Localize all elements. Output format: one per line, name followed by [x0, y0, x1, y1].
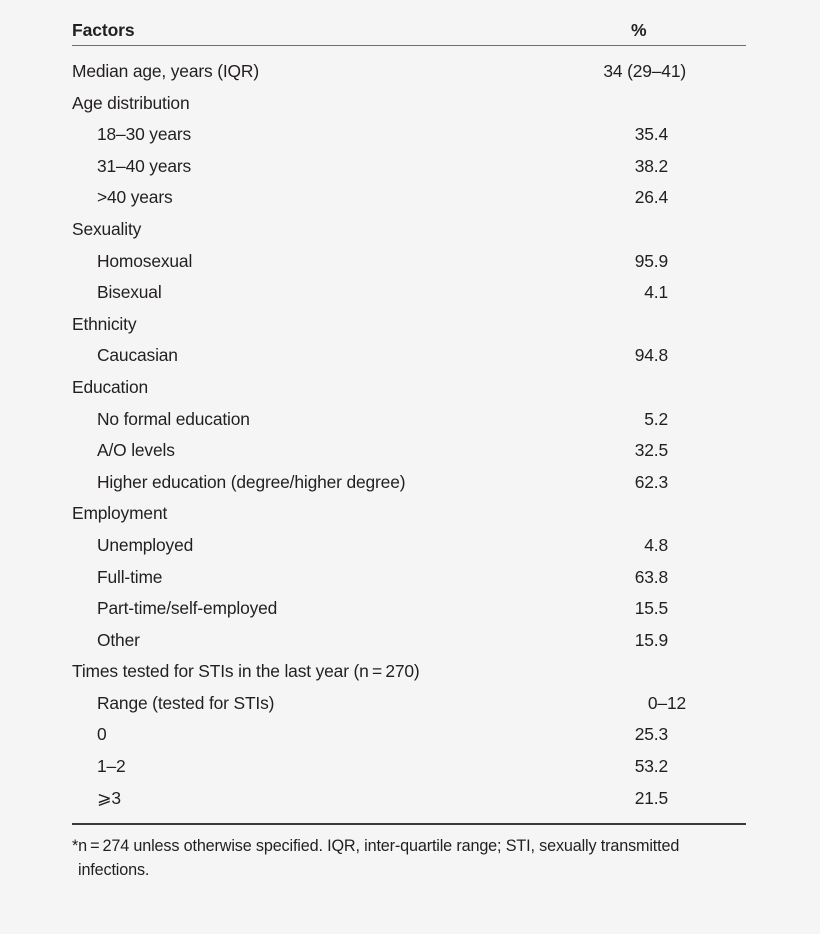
column-header-percent: % — [631, 20, 647, 40]
table-row — [72, 309, 746, 341]
row-label: >40 years — [97, 187, 173, 208]
row-label: Sexuality — [72, 218, 142, 239]
table-row — [72, 719, 746, 751]
table-body — [72, 46, 746, 823]
row-label: 1–2 — [97, 756, 126, 777]
table-row — [72, 56, 746, 88]
row-value: 4.8 — [644, 534, 668, 555]
table-row — [72, 498, 746, 530]
row-label: Unemployed — [97, 534, 194, 555]
row-value: 15.9 — [634, 629, 668, 650]
row-label: Times tested for STIs in the last year (n = 270) — [72, 661, 420, 682]
table-row — [72, 625, 746, 657]
table-row — [72, 277, 746, 309]
row-value: 62.3 — [634, 471, 668, 492]
table-row — [72, 182, 746, 214]
row-label: No formal education — [97, 408, 250, 429]
row-label: Education — [72, 376, 148, 397]
row-value: 63.8 — [634, 566, 668, 587]
row-label: ⩾3 — [97, 787, 121, 808]
table-row — [72, 562, 746, 594]
table-row — [72, 467, 746, 499]
table-row — [72, 593, 746, 625]
table-row — [72, 119, 746, 151]
row-value: 0–12 — [647, 692, 686, 713]
row-value: 53.2 — [634, 756, 668, 777]
table-row — [72, 435, 746, 467]
footnote-text: *n = 274 unless otherwise specified. IQR, inter-quartile range; STI, sexually transmitted infections. — [72, 837, 680, 880]
row-label: Employment — [72, 503, 168, 524]
table-row — [72, 404, 746, 436]
table-row — [72, 151, 746, 183]
table-row — [72, 372, 746, 404]
table-footnote — [72, 825, 748, 882]
table-row — [72, 530, 746, 562]
row-label: 0 — [97, 724, 107, 745]
table-row — [72, 88, 746, 120]
row-label: Part-time/self-employed — [97, 598, 278, 619]
row-label: Full-time — [97, 566, 163, 587]
table-header-row — [72, 0, 746, 45]
row-label: Caucasian — [97, 345, 178, 366]
row-label: Ethnicity — [72, 313, 137, 334]
row-value: 35.4 — [634, 124, 668, 145]
row-value: 26.4 — [634, 187, 668, 208]
row-label: Homosexual — [97, 250, 193, 271]
row-label: Higher education (degree/higher degree) — [97, 471, 406, 492]
table-row — [72, 783, 746, 815]
statistics-table — [72, 0, 746, 882]
table-row — [72, 688, 746, 720]
row-label: Median age, years (IQR) — [72, 61, 259, 81]
row-value: 21.5 — [634, 787, 668, 808]
row-label: A/O levels — [97, 440, 175, 461]
table-row — [72, 246, 746, 278]
column-header-factors: Factors — [72, 20, 135, 40]
row-value: 95.9 — [634, 250, 668, 271]
row-label: Age distribution — [72, 92, 190, 113]
row-label: Range (tested for STIs) — [97, 692, 275, 713]
row-value: 34 (29–41) — [603, 61, 686, 81]
row-value: 94.8 — [634, 345, 668, 366]
row-label: 18–30 years — [97, 124, 192, 145]
row-value: 38.2 — [634, 155, 668, 176]
row-label: Other — [97, 629, 140, 650]
row-label: 31–40 years — [97, 155, 192, 176]
table-row — [72, 751, 746, 783]
row-value: 4.1 — [644, 282, 668, 303]
row-value: 15.5 — [634, 598, 668, 619]
row-value: 32.5 — [634, 440, 668, 461]
row-value: 5.2 — [644, 408, 668, 429]
table-row — [72, 214, 746, 246]
row-label: Bisexual — [97, 282, 162, 303]
table-row — [72, 656, 746, 688]
row-value: 25.3 — [634, 724, 668, 745]
table-row — [72, 340, 746, 372]
